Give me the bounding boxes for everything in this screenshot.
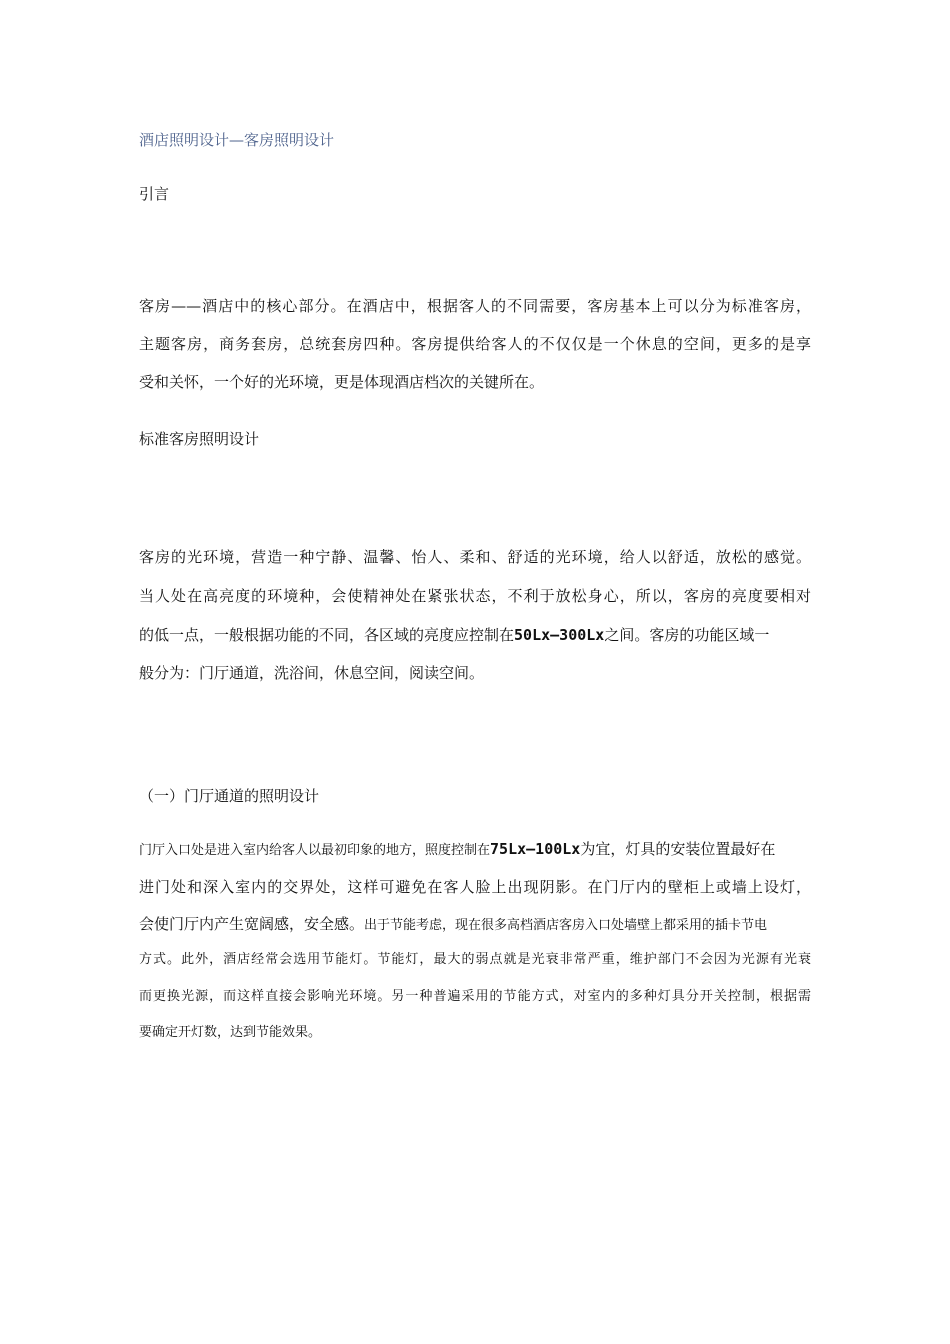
entrance-line-1-start: 门厅入口处是进入室内给客人以最初印象的地方，照度控制在 bbox=[139, 843, 491, 858]
standard-line-4: 般分为：门厅通道，洗浴间，休息空间，阅读空间。 bbox=[139, 664, 485, 682]
entrance-line-3-start: 会使门厅内产生宽阔感，安全感。 bbox=[139, 915, 365, 933]
intro-line-2: 主题客房，商务套房，总统套房四种。客房提供给客人的不仅仅是一个休息的空间，更多的是享 bbox=[139, 335, 811, 353]
entrance-line-3 bbox=[139, 914, 811, 936]
standard-line-3-start: 的低一点，一般根据功能的不同，各区域的亮度应控制在 bbox=[139, 626, 515, 644]
standard-line-3-end: 之间。客房的功能区域一 bbox=[604, 626, 770, 644]
section-heading: 标准客房照明设计 bbox=[139, 430, 260, 448]
subsection-heading: （一）门厅通道的照明设计 bbox=[139, 787, 320, 805]
entrance-line-5: 而更换光源，而这样直接会影响光环境。另一种普遍采用的节能方式，对室内的多种灯具分开关控制，根据需 bbox=[139, 989, 811, 1004]
entrance-line-1-end: 为宜，灯具的安装位置最好在 bbox=[580, 840, 776, 858]
standard-line-3 bbox=[139, 625, 811, 645]
entrance-line-6: 要确定开灯数，达到节能效果。 bbox=[139, 1025, 322, 1040]
illuminance-range: 50Lx—300Lx bbox=[514, 626, 605, 644]
entrance-line-4: 方式。此外，酒店经常会选用节能灯。节能灯，最大的弱点就是光衰非常严重，维护部门不会因为光源有光衰 bbox=[139, 952, 811, 967]
entrance-line-3-end: 出于节能考虑，现在很多高档酒店客房入口处墙壁上都采用的插卡节电 bbox=[364, 918, 768, 933]
entrance-illuminance-range: 75Lx—100Lx bbox=[490, 840, 581, 858]
document-title: 酒店照明设计—客房照明设计 bbox=[139, 131, 335, 149]
intro-line-1: 客房——酒店中的核心部分。在酒店中，根据客人的不同需要，客房基本上可以分为标准客房， bbox=[139, 297, 811, 315]
standard-line-1: 客房的光环境，营造一种宁静、温馨、怡人、柔和、舒适的光环境，给人以舒适，放松的感觉。 bbox=[139, 548, 811, 566]
intro-heading: 引言 bbox=[139, 185, 170, 203]
standard-line-2: 当人处在高亮度的环境种，会使精神处在紧张状态，不利于放松身心，所以，客房的亮度要相对 bbox=[139, 587, 811, 605]
entrance-line-2: 进门处和深入室内的交界处，这样可避免在客人脸上出现阴影。在门厅内的壁柜上或墙上设灯， bbox=[139, 878, 811, 896]
entrance-line-1 bbox=[139, 839, 811, 861]
intro-line-3: 受和关怀，一个好的光环境，更是体现酒店档次的关键所在。 bbox=[139, 373, 545, 391]
